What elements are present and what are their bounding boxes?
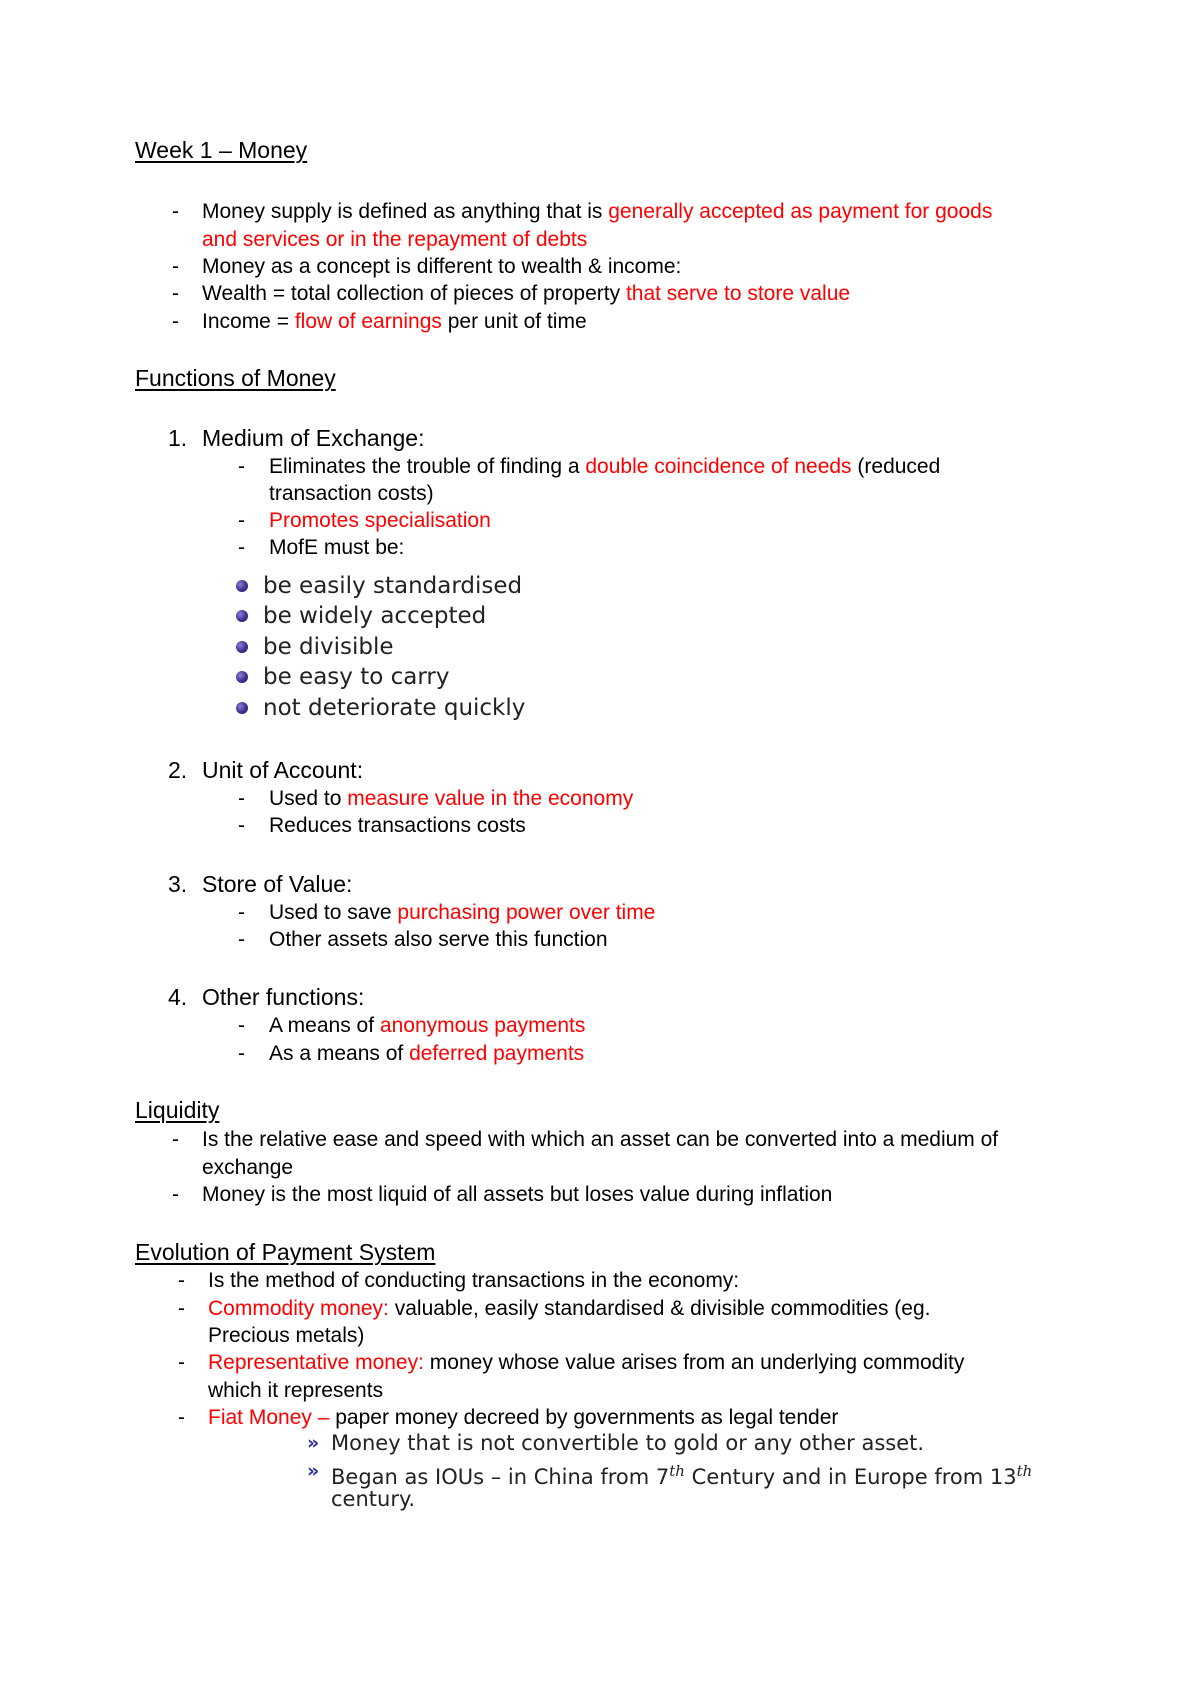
evolution-item-4: Fiat Money – paper money decreed by governments as legal tender	[208, 1406, 839, 1429]
f3-item-1: Used to save purchasing power over time	[269, 901, 656, 924]
function-4-number: 4.	[168, 984, 188, 1010]
dash-marker: -	[172, 310, 179, 333]
f1-item-3: MofE must be:	[269, 536, 405, 559]
liquidity-heading: Liquidity	[135, 1097, 220, 1123]
intro-item-1: Money supply is defined as anything that is generally accepted as payment for goods	[202, 200, 993, 223]
dash-marker: -	[178, 1297, 185, 1320]
dash-marker: -	[178, 1351, 185, 1374]
dash-marker: -	[238, 455, 245, 478]
f3-item-2: Other assets also serve this function	[269, 928, 608, 951]
bullet-dot-icon	[236, 641, 248, 653]
dash-marker: -	[178, 1269, 185, 1292]
dash-marker: -	[172, 1183, 179, 1206]
dash-marker: -	[172, 255, 179, 278]
bullet-dot-icon	[236, 610, 248, 622]
dash-marker: -	[238, 787, 245, 810]
fiat-note-2: Began as IOUs – in China from 7th Century and in Europe from 13th	[331, 1462, 1033, 1489]
dash-marker: -	[172, 1128, 179, 1151]
dash-marker: -	[238, 1042, 245, 1065]
intro-item-3: Wealth = total collection of pieces of property that serve to store value	[202, 282, 851, 305]
f1-item-1: Eliminates the trouble of finding a double coincidence of needs (reduced	[269, 455, 941, 478]
page-title: Week 1 – Money	[135, 137, 308, 163]
dash-marker: -	[172, 200, 179, 223]
f4-item-2: As a means of deferred payments	[269, 1042, 585, 1065]
function-4-label: Other functions:	[202, 984, 365, 1010]
dash-marker: -	[238, 509, 245, 532]
function-1-number: 1.	[168, 425, 188, 451]
double-chevron-icon: »	[307, 1432, 320, 1454]
function-2-number: 2.	[168, 757, 188, 783]
function-3-number: 3.	[168, 871, 188, 897]
bullet-dot-icon	[236, 580, 248, 592]
f1-item-2: Promotes specialisation	[269, 509, 491, 532]
dash-marker: -	[238, 536, 245, 559]
f1-item-1-cont: transaction costs)	[269, 482, 434, 505]
intro-item-2: Money as a concept is different to wealth & income:	[202, 255, 682, 278]
function-2-label: Unit of Account:	[202, 757, 364, 783]
bullet-item-2: be widely accepted	[263, 603, 487, 629]
bullet-item-4: be easy to carry	[263, 664, 450, 690]
dash-marker: -	[238, 1014, 245, 1037]
bullet-item-3: be divisible	[263, 634, 394, 660]
evolution-item-2-cont: Precious metals)	[208, 1324, 365, 1347]
evolution-item-3-cont: which it represents	[208, 1379, 384, 1402]
bullet-dot-icon	[236, 671, 248, 683]
liquidity-item-1-cont: exchange	[202, 1156, 294, 1179]
evolution-heading: Evolution of Payment System	[135, 1239, 436, 1265]
bullet-item-5: not deteriorate quickly	[263, 695, 526, 721]
bullet-dot-icon	[236, 702, 248, 714]
bullet-item-1: be easily standardised	[263, 573, 523, 599]
evolution-item-2: Commodity money: valuable, easily standardised & divisible commodities (eg.	[208, 1297, 931, 1320]
dash-marker: -	[178, 1406, 185, 1429]
dash-marker: -	[238, 901, 245, 924]
intro-item-1-cont: and services or in the repayment of debts	[202, 228, 588, 251]
evolution-item-1: Is the method of conducting transactions in the economy:	[208, 1269, 740, 1292]
fiat-note-1: Money that is not convertible to gold or any other asset.	[331, 1431, 925, 1455]
f2-item-2: Reduces transactions costs	[269, 814, 526, 837]
fiat-note-2-cont: century.	[331, 1487, 416, 1511]
double-chevron-icon: »	[307, 1460, 320, 1482]
f4-item-1: A means of anonymous payments	[269, 1014, 586, 1037]
f2-item-1: Used to measure value in the economy	[269, 787, 634, 810]
evolution-item-3: Representative money: money whose value arises from an underlying commodity	[208, 1351, 965, 1374]
function-1-label: Medium of Exchange:	[202, 425, 425, 451]
liquidity-item-1: Is the relative ease and speed with which an asset can be converted into a medium of	[202, 1128, 999, 1151]
dash-marker: -	[238, 814, 245, 837]
functions-heading: Functions of Money	[135, 365, 336, 391]
dash-marker: -	[238, 928, 245, 951]
liquidity-item-2: Money is the most liquid of all assets but loses value during inflation	[202, 1183, 833, 1206]
intro-item-4: Income = flow of earnings per unit of time	[202, 310, 587, 333]
dash-marker: -	[172, 282, 179, 305]
function-3-label: Store of Value:	[202, 871, 353, 897]
